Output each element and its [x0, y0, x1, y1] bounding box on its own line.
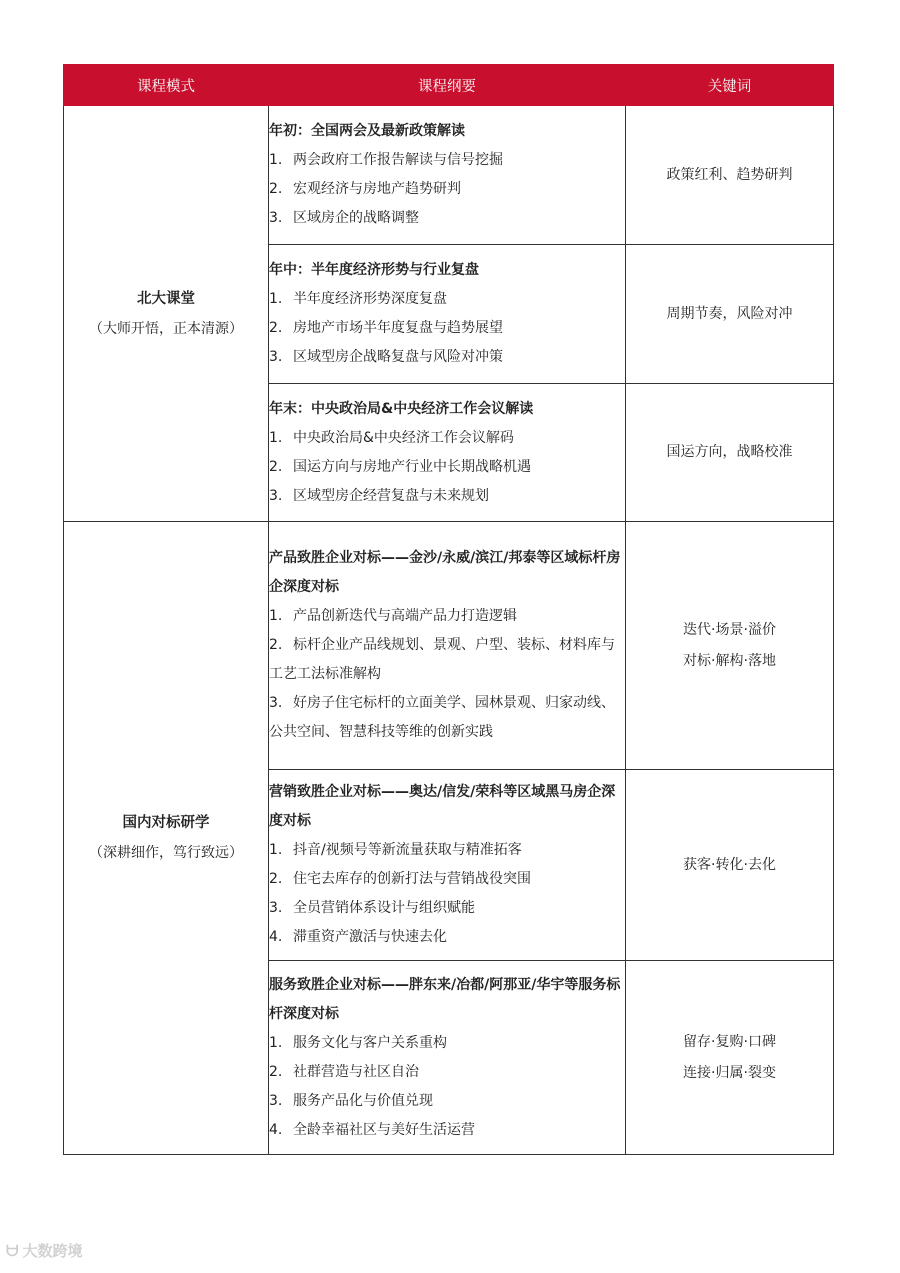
list-item: 2. 房地产市场半年度复盘与趋势展望 — [269, 320, 503, 336]
outline-title: 营销致胜企业对标——奥达/信发/荣科等区域黑马房企深度对标 — [269, 784, 616, 829]
outline-list — [269, 1029, 625, 1145]
list-item: 1. 半年度经济形势深度复盘 — [269, 291, 447, 307]
keyword-line: 留存·复购·口碑 — [683, 1033, 776, 1050]
curriculum-table — [63, 64, 834, 1155]
keywords-cell — [626, 961, 834, 1155]
list-item: 3. 区域型房企经营复盘与未来规划 — [269, 487, 489, 504]
keyword-line: 政策红利、趋势研判 — [666, 166, 793, 183]
mode-title: 国内对标研学 — [122, 815, 210, 831]
outline-list — [269, 602, 625, 747]
watermark-logo-icon: ᗨ — [6, 1242, 19, 1260]
keywords-cell — [626, 245, 834, 384]
keyword-line: 迭代·场景·溢价 — [683, 621, 776, 638]
list-item: 3. 区域房企的战略调整 — [269, 210, 419, 226]
list-item: 2. 社群营造与社区自治 — [269, 1063, 419, 1080]
outline-cell — [269, 522, 626, 770]
list-item: 1. 抖音/视频号等新流量获取与精准拓客 — [269, 842, 522, 858]
list-item: 2. 国运方向与房地产行业中长期战略机遇 — [269, 458, 531, 475]
header-keywords: 关键词 — [626, 65, 834, 106]
list-item: 4. 全龄幸福社区与美好生活运营 — [269, 1121, 475, 1138]
table-row — [64, 106, 834, 245]
mode-cell — [64, 522, 269, 1155]
outline-cell — [269, 961, 626, 1155]
outline-title: 年中：半年度经济形势与行业复盘 — [269, 262, 479, 278]
mode-title: 北大课堂 — [137, 290, 195, 307]
mode-cell — [64, 106, 269, 522]
keyword-line: 对标·解构·落地 — [683, 652, 776, 669]
watermark-text: 大数跨境 — [22, 1242, 83, 1260]
outline-list — [269, 836, 625, 952]
outline-list — [269, 424, 625, 511]
outline-list — [269, 146, 625, 233]
list-item: 1. 产品创新迭代与高端产品力打造逻辑 — [269, 608, 517, 624]
outline-cell — [269, 106, 626, 245]
list-item: 4. 滞重资产激活与快速去化 — [269, 929, 447, 945]
watermark — [6, 1240, 82, 1261]
keyword-line: 获客·转化·去化 — [683, 856, 776, 873]
keyword-line: 周期节奏，风险对冲 — [666, 305, 793, 322]
list-item: 1. 服务文化与客户关系重构 — [269, 1034, 447, 1051]
keywords-cell — [626, 522, 834, 770]
list-item: 3. 全员营销体系设计与组织赋能 — [269, 900, 475, 916]
list-item: 2. 宏观经济与房地产趋势研判 — [269, 181, 461, 197]
outline-title: 年末：中央政治局&中央经济工作会议解读 — [269, 400, 534, 417]
outline-cell — [269, 245, 626, 384]
list-item: 3. 服务产品化与价值兑现 — [269, 1092, 433, 1109]
header-course-mode: 课程模式 — [64, 65, 269, 106]
keywords-cell — [626, 384, 834, 522]
keyword-line: 连接·归属·裂变 — [683, 1064, 776, 1081]
outline-title: 产品致胜企业对标——金沙/永威/滨江/邦泰等区域标杆房企深度对标 — [269, 550, 621, 595]
list-item: 1. 中央政治局&中央经济工作会议解码 — [269, 429, 514, 446]
list-item: 3. 好房子住宅标杆的立面美学、园林景观、归家动线、公共空间、智慧科技等维的创新实践 — [269, 695, 615, 740]
outline-title: 年初：全国两会及最新政策解读 — [269, 123, 465, 139]
keyword-line: 国运方向，战略校准 — [666, 444, 793, 460]
list-item: 1. 两会政府工作报告解读与信号挖掘 — [269, 152, 503, 168]
header-course-outline: 课程纲要 — [269, 65, 626, 106]
header-row — [64, 65, 834, 106]
list-item: 3. 区域型房企战略复盘与风险对冲策 — [269, 349, 503, 365]
table-row — [64, 522, 834, 770]
list-item: 2. 住宅去库存的创新打法与营销战役突围 — [269, 871, 531, 887]
outline-cell — [269, 770, 626, 961]
keywords-cell — [626, 106, 834, 245]
mode-subtitle: （深耕细作，笃行致远） — [89, 845, 243, 861]
outline-list — [269, 285, 625, 372]
outline-title: 服务致胜企业对标——胖东来/冶都/阿那亚/华宇等服务标杆深度对标 — [269, 976, 621, 1022]
list-item: 2. 标杆企业产品线规划、景观、户型、装标、材料库与工艺工法标准解构 — [269, 637, 615, 682]
keywords-cell — [626, 770, 834, 961]
mode-subtitle: （大师开悟，正本清源） — [89, 320, 243, 337]
outline-cell — [269, 384, 626, 522]
